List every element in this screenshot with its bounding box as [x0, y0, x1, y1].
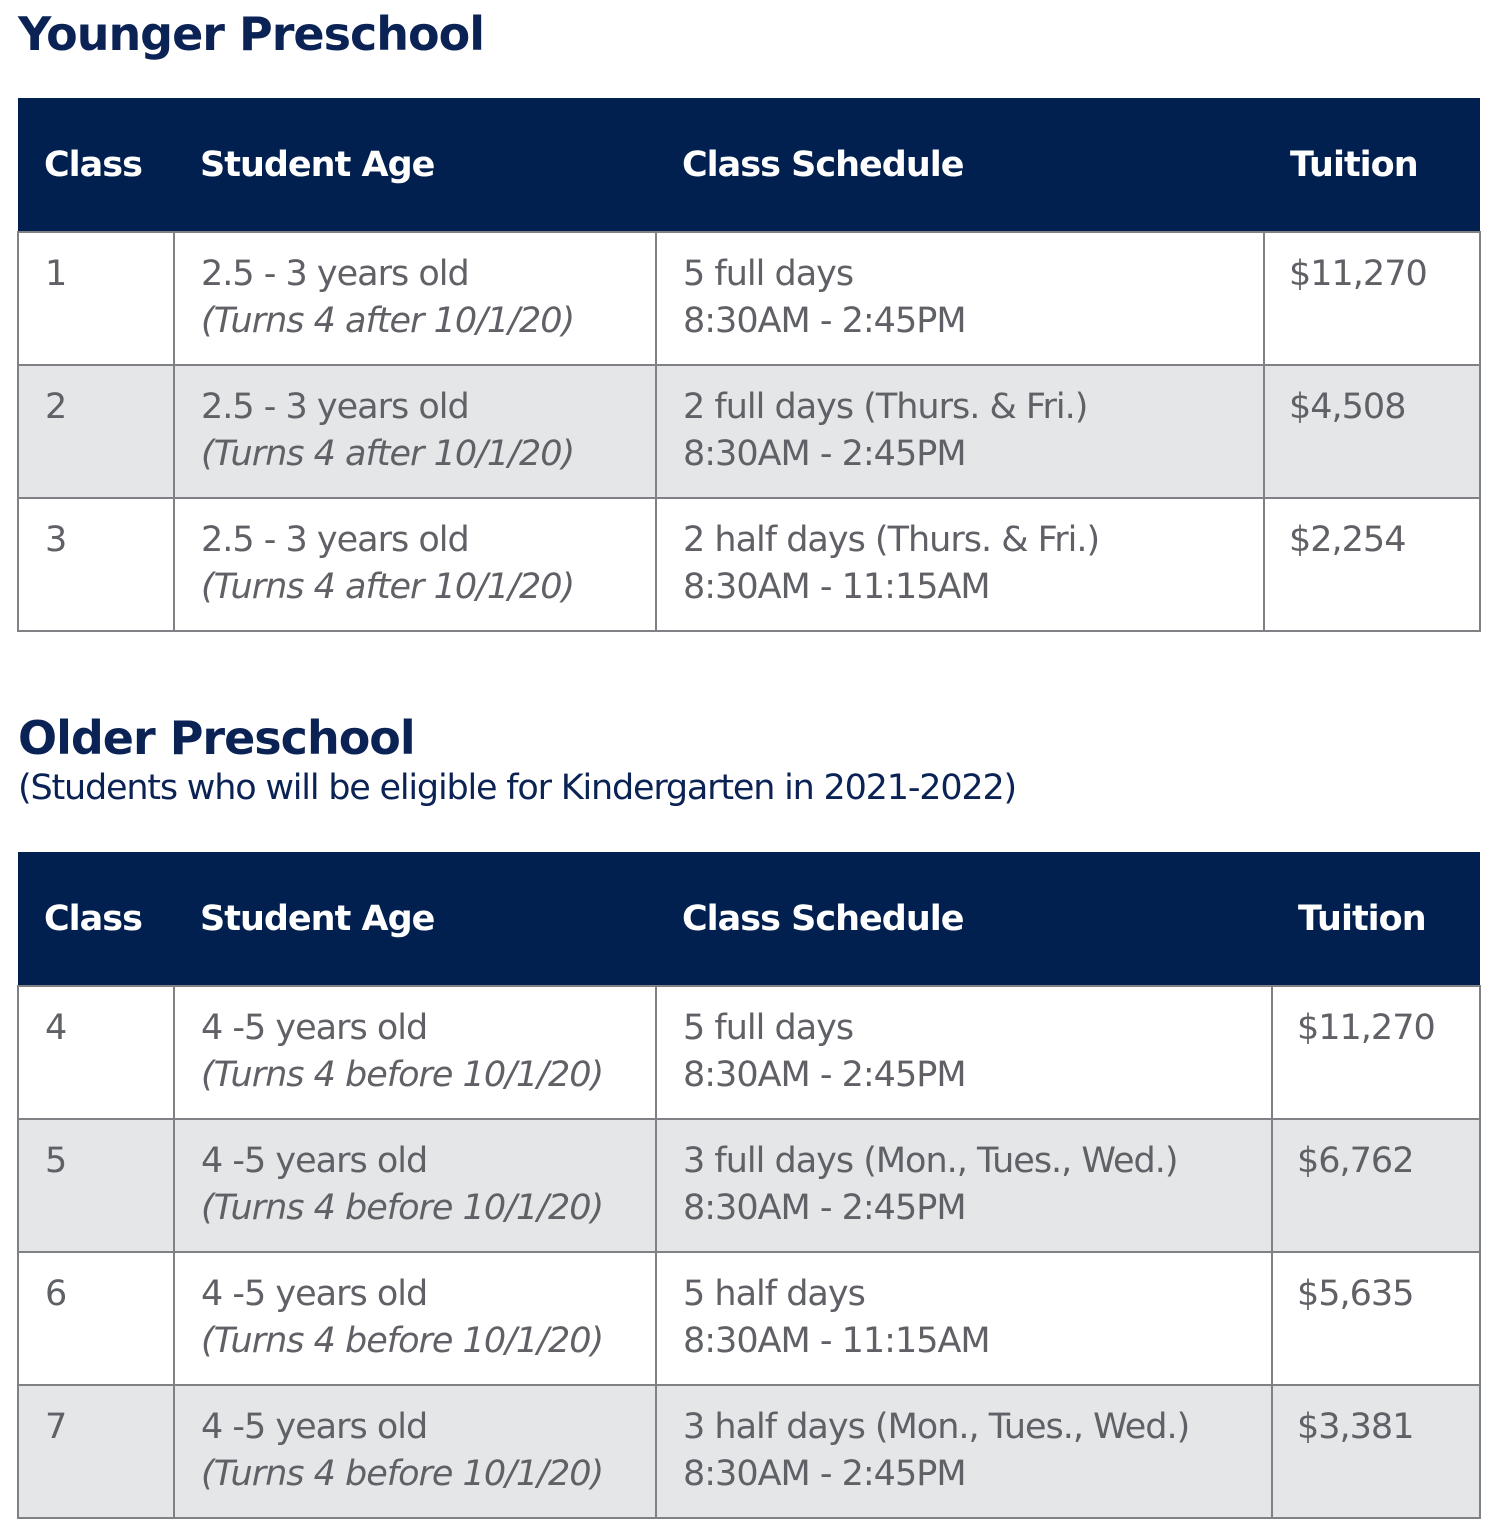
schedule-time: 8:30AM - 11:15AM [683, 567, 990, 607]
schedule-time: 8:30AM - 2:45PM [683, 1454, 966, 1494]
header-class: Class [18, 852, 174, 986]
younger-preschool-table [17, 98, 1481, 632]
class-number: 3 [18, 498, 174, 631]
student-age [174, 498, 656, 631]
header-tuition: Tuition [1264, 98, 1480, 232]
header-class-schedule: Class Schedule [656, 98, 1264, 232]
schedule-days: 3 full days (Mon., Tues., Wed.) [683, 1141, 1178, 1181]
table-row [18, 986, 1480, 1119]
age-range: 2.5 - 3 years old [201, 387, 469, 427]
schedule-days: 5 half days [683, 1274, 865, 1314]
tuition-amount: $11,270 [1272, 986, 1480, 1119]
schedule-time: 8:30AM - 2:45PM [683, 1188, 966, 1228]
header-tuition: Tuition [1272, 852, 1480, 986]
student-age [174, 1385, 656, 1518]
class-number: 1 [18, 232, 174, 365]
student-age [174, 1119, 656, 1252]
age-note: (Turns 4 before 10/1/20) [201, 1321, 604, 1361]
tuition-amount: $4,508 [1264, 365, 1480, 498]
schedule-days: 2 full days (Thurs. & Fri.) [683, 387, 1088, 427]
table-row [18, 365, 1480, 498]
class-number: 2 [18, 365, 174, 498]
age-range: 4 -5 years old [201, 1141, 428, 1181]
schedule-days: 5 full days [683, 254, 854, 294]
tuition-amount: $11,270 [1264, 232, 1480, 365]
student-age [174, 365, 656, 498]
class-schedule [656, 365, 1264, 498]
table-row [18, 1119, 1480, 1252]
tuition-amount: $5,635 [1272, 1252, 1480, 1385]
schedule-time: 8:30AM - 2:45PM [683, 434, 966, 474]
older-preschool-title: Older Preschool [18, 711, 415, 765]
older-preschool-subtitle: (Students who will be eligible for Kindergarten in 2021-2022) [18, 768, 1016, 808]
schedule-days: 3 half days (Mon., Tues., Wed.) [683, 1407, 1190, 1447]
table-row [18, 498, 1480, 631]
class-schedule [656, 1385, 1272, 1518]
class-schedule [656, 1252, 1272, 1385]
age-note: (Turns 4 after 10/1/20) [201, 567, 575, 607]
student-age [174, 232, 656, 365]
age-note: (Turns 4 before 10/1/20) [201, 1055, 604, 1095]
age-range: 4 -5 years old [201, 1008, 428, 1048]
class-number: 4 [18, 986, 174, 1119]
header-student-age: Student Age [174, 852, 656, 986]
header-student-age: Student Age [174, 98, 656, 232]
table-row [18, 1385, 1480, 1518]
class-schedule [656, 986, 1272, 1119]
tuition-amount: $6,762 [1272, 1119, 1480, 1252]
age-range: 4 -5 years old [201, 1274, 428, 1314]
older-preschool-table [17, 852, 1481, 1519]
class-number: 7 [18, 1385, 174, 1518]
class-number: 6 [18, 1252, 174, 1385]
tuition-amount: $3,381 [1272, 1385, 1480, 1518]
table-header-row [18, 98, 1480, 232]
age-note: (Turns 4 after 10/1/20) [201, 434, 575, 474]
header-class: Class [18, 98, 174, 232]
header-class-schedule: Class Schedule [656, 852, 1272, 986]
age-range: 4 -5 years old [201, 1407, 428, 1447]
schedule-days: 2 half days (Thurs. & Fri.) [683, 520, 1100, 560]
younger-preschool-title: Younger Preschool [18, 7, 484, 61]
schedule-time: 8:30AM - 2:45PM [683, 1055, 966, 1095]
schedule-time: 8:30AM - 2:45PM [683, 301, 966, 341]
table-header-row [18, 852, 1480, 986]
class-schedule [656, 498, 1264, 631]
tuition-amount: $2,254 [1264, 498, 1480, 631]
student-age [174, 1252, 656, 1385]
table-row [18, 232, 1480, 365]
age-note: (Turns 4 before 10/1/20) [201, 1188, 604, 1228]
class-schedule [656, 232, 1264, 365]
age-range: 2.5 - 3 years old [201, 254, 469, 294]
class-schedule [656, 1119, 1272, 1252]
schedule-time: 8:30AM - 11:15AM [683, 1321, 990, 1361]
age-range: 2.5 - 3 years old [201, 520, 469, 560]
age-note: (Turns 4 after 10/1/20) [201, 301, 575, 341]
age-note: (Turns 4 before 10/1/20) [201, 1454, 604, 1494]
student-age [174, 986, 656, 1119]
class-number: 5 [18, 1119, 174, 1252]
schedule-days: 5 full days [683, 1008, 854, 1048]
table-row [18, 1252, 1480, 1385]
